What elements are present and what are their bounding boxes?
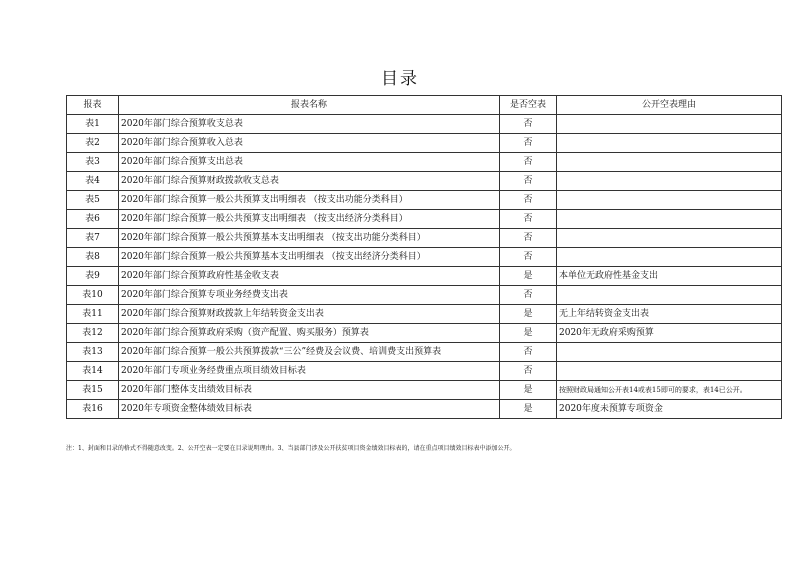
report-name-cell: 2020年部门整体支出绩效目标表 [119, 381, 500, 400]
empty-reason-cell [557, 153, 782, 172]
table-row [67, 134, 782, 153]
is-empty-cell: 否 [500, 210, 557, 229]
report-number-cell: 表3 [67, 153, 119, 172]
empty-reason-cell [557, 191, 782, 210]
report-name-cell: 2020年部门综合预算收入总表 [119, 134, 500, 153]
empty-reason-cell: 2020年度未预算专项资金 [557, 400, 782, 419]
report-number-cell: 表9 [67, 267, 119, 286]
is-empty-cell: 否 [500, 191, 557, 210]
empty-reason-cell [557, 343, 782, 362]
report-name-cell: 2020年部门综合预算一般公共预算拨款“三公”经费及会议费、培训费支出预算表 [119, 343, 500, 362]
report-name-cell: 2020年部门专项业务经费重点项目绩效目标表 [119, 362, 500, 381]
empty-reason-cell [557, 115, 782, 134]
empty-reason-cell [557, 229, 782, 248]
report-number-cell: 表10 [67, 286, 119, 305]
is-empty-cell: 否 [500, 343, 557, 362]
is-empty-cell: 是 [500, 400, 557, 419]
report-name-cell: 2020年部门综合预算一般公共预算基本支出明细表 （按支出功能分类科目） [119, 229, 500, 248]
is-empty-cell: 否 [500, 153, 557, 172]
report-number-cell: 表5 [67, 191, 119, 210]
empty-reason-cell: 无上年结转资金支出表 [557, 305, 782, 324]
report-name-cell: 2020年专项资金整体绩效目标表 [119, 400, 500, 419]
report-number-cell: 表14 [67, 362, 119, 381]
report-number-cell: 表13 [67, 343, 119, 362]
report-number-cell: 表11 [67, 305, 119, 324]
catalog-table [66, 95, 782, 419]
is-empty-cell: 是 [500, 305, 557, 324]
is-empty-cell: 否 [500, 248, 557, 267]
table-row [67, 210, 782, 229]
is-empty-cell: 否 [500, 115, 557, 134]
report-name-cell: 2020年部门综合预算政府采购（资产配置、购买服务）预算表 [119, 324, 500, 343]
table-row [67, 267, 782, 286]
empty-reason-cell: 2020年无政府采购预算 [557, 324, 782, 343]
table-row [67, 343, 782, 362]
report-number-cell: 表15 [67, 381, 119, 400]
header-is-empty: 是否空表 [500, 96, 557, 115]
report-number-cell: 表8 [67, 248, 119, 267]
table-row [67, 286, 782, 305]
report-name-cell: 2020年部门综合预算收支总表 [119, 115, 500, 134]
is-empty-cell: 否 [500, 229, 557, 248]
empty-reason-cell [557, 210, 782, 229]
table-row [67, 324, 782, 343]
is-empty-cell: 否 [500, 172, 557, 191]
is-empty-cell: 是 [500, 267, 557, 286]
header-empty-reason: 公开空表理由 [557, 96, 782, 115]
report-name-cell: 2020年部门综合预算一般公共预算支出明细表 （按支出功能分类科目） [119, 191, 500, 210]
report-number-cell: 表4 [67, 172, 119, 191]
report-name-cell: 2020年部门综合预算一般公共预算基本支出明细表 （按支出经济分类科目） [119, 248, 500, 267]
is-empty-cell: 是 [500, 324, 557, 343]
table-row [67, 381, 782, 400]
is-empty-cell: 否 [500, 362, 557, 381]
report-number-cell: 表12 [67, 324, 119, 343]
report-name-cell: 2020年部门综合预算一般公共预算支出明细表 （按支出经济分类科目） [119, 210, 500, 229]
table-row [67, 153, 782, 172]
empty-reason-cell: 按照财政局通知公开表14或表15即可的要求，表14已公开。 [557, 381, 782, 400]
table-row [67, 229, 782, 248]
header-report-number: 报表 [67, 96, 119, 115]
table-row [67, 172, 782, 191]
report-number-cell: 表1 [67, 115, 119, 134]
empty-reason-cell: 本单位无政府性基金支出 [557, 267, 782, 286]
report-name-cell: 2020年部门综合预算政府性基金收支表 [119, 267, 500, 286]
report-name-cell: 2020年部门综合预算支出总表 [119, 153, 500, 172]
is-empty-cell: 否 [500, 134, 557, 153]
table-row [67, 400, 782, 419]
table-row [67, 305, 782, 324]
report-number-cell: 表16 [67, 400, 119, 419]
table-row [67, 115, 782, 134]
report-number-cell: 表6 [67, 210, 119, 229]
empty-reason-cell [557, 172, 782, 191]
table-row [67, 191, 782, 210]
is-empty-cell: 否 [500, 286, 557, 305]
report-number-cell: 表2 [67, 134, 119, 153]
report-number-cell: 表7 [67, 229, 119, 248]
table-header-row [67, 96, 782, 115]
empty-reason-cell [557, 286, 782, 305]
table-body [67, 115, 782, 419]
empty-reason-cell [557, 248, 782, 267]
page-title: 目录 [381, 69, 419, 89]
table-row [67, 248, 782, 267]
report-name-cell: 2020年部门综合预算财政拨款收支总表 [119, 172, 500, 191]
report-name-cell: 2020年部门综合预算财政拨款上年结转资金支出表 [119, 305, 500, 324]
table-row [67, 362, 782, 381]
empty-reason-cell [557, 362, 782, 381]
report-name-cell: 2020年部门综合预算专项业务经费支出表 [119, 286, 500, 305]
footnote: 注：1、封面和目录的格式不得随意改变。2、公开空表一定要在目录说明理由。3、当县部门涉及公开扶贫项目资金绩效目标表的，请在重点项目绩效目标表中添加公开。 [66, 445, 516, 452]
empty-reason-cell [557, 134, 782, 153]
is-empty-cell: 是 [500, 381, 557, 400]
header-report-name: 报表名称 [119, 96, 500, 115]
